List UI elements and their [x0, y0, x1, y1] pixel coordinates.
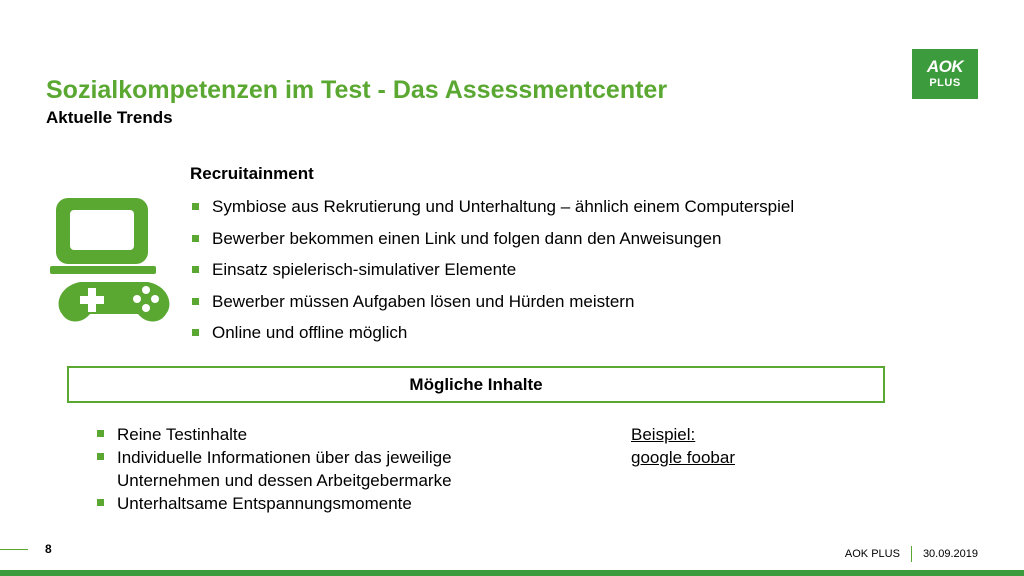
slide-subtitle: Aktuelle Trends — [46, 108, 173, 127]
logo-line-2: PLUS — [929, 77, 961, 89]
bullet-square-icon — [192, 298, 199, 305]
bullet-square-icon — [192, 203, 199, 210]
list-item: Symbiose aus Rekrutierung und Unterhaltung – ähnlich einem Computerspiel — [190, 196, 794, 228]
list-item: Bewerber bekommen einen Link und folgen dann den Anweisungen — [190, 228, 794, 260]
example-link[interactable]: google foobar — [631, 448, 735, 467]
list-item: Online und offline möglich — [190, 322, 794, 354]
list-item: Reine Testinhalte — [95, 423, 535, 446]
bullet-square-icon — [192, 329, 199, 336]
recruitainment-bullet-list — [190, 196, 794, 354]
list-item: Unterhaltsame Entspannungsmomente — [95, 492, 535, 515]
box-label: Mögliche Inhalte — [409, 374, 543, 394]
footer-org: AOK PLUS — [844, 548, 900, 560]
list-item: Individuelle Informationen über das jeweilige Unternehmen und dessen Arbeitgebermarke — [95, 446, 535, 492]
contents-bullet-list — [95, 423, 535, 515]
list-item: Einsatz spielerisch-simulativer Elemente — [190, 259, 794, 291]
footer-date: 30.09.2019 — [922, 548, 978, 560]
bullet-square-icon — [97, 499, 104, 506]
example-block — [631, 423, 735, 469]
bullet-square-icon — [97, 430, 104, 437]
slide-title: Sozialkompetenzen im Test - Das Assessmentcenter — [46, 76, 668, 104]
footer-info — [845, 546, 978, 562]
bullet-square-icon — [97, 453, 104, 460]
bullet-square-icon — [192, 235, 199, 242]
bullet-square-icon — [192, 266, 199, 273]
example-label: Beispiel: — [631, 425, 696, 444]
footer-separator — [911, 546, 912, 562]
logo-line-1: AOK — [926, 57, 964, 76]
aok-plus-logo — [912, 49, 978, 99]
possible-contents-box — [67, 366, 885, 403]
recruitainment-heading: Recruitainment — [190, 164, 314, 183]
page-number: 8 — [45, 542, 52, 556]
computer-gamepad-icon — [50, 194, 178, 332]
footer-divider — [0, 549, 28, 550]
bottom-brand-bar — [0, 570, 1024, 576]
list-item: Bewerber müssen Aufgaben lösen und Hürden meistern — [190, 291, 794, 323]
